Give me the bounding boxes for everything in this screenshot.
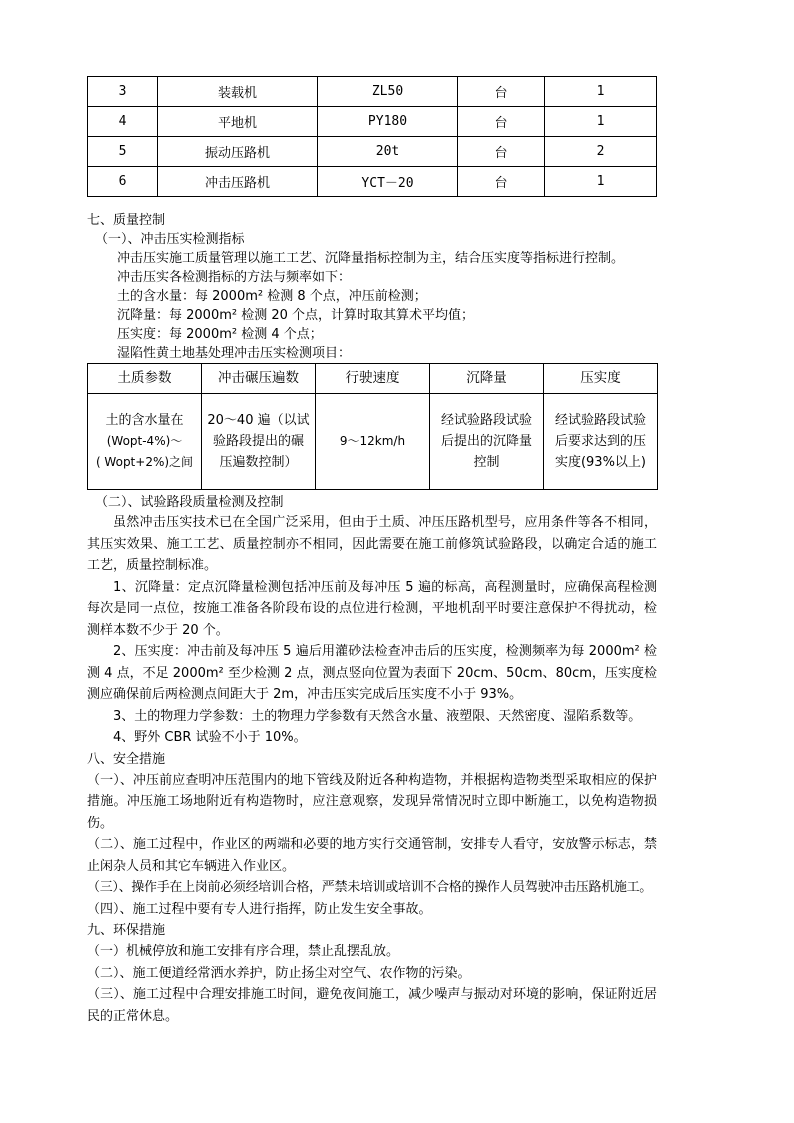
table-cell: 2 bbox=[545, 137, 657, 167]
inspection-table bbox=[87, 363, 658, 490]
table-header-cell: 土质参数 bbox=[88, 364, 202, 394]
table-cell: PY180 bbox=[318, 107, 458, 137]
cell-line: 经试验路段试验 bbox=[554, 413, 646, 428]
table-cell: 1 bbox=[545, 77, 657, 107]
s7-para-3: 3、土的物理力学参数：土的物理力学参数有天然含水量、液塑限、天然密度、湿陷系数等。 bbox=[113, 708, 642, 724]
table-cell bbox=[88, 394, 202, 490]
table-cell: 5 bbox=[88, 137, 158, 167]
table-cell: 1 bbox=[545, 167, 657, 197]
table-cell bbox=[430, 394, 544, 490]
s8-para-0: （一）、冲压前应查明冲压范围内的地下管线及附近各种构造物，并根据构造物类型采取相应的保护措施。冲压施工场地附近有构造物时，应注意观察，发现异常情况时立即中断施工，以免构造物损伤。 bbox=[87, 772, 657, 831]
s8-para-1: （二）、施工过程中，作业区的两端和必要的地方实行交通管制，安排专人看守，安放警示标志，禁止闲杂人员和其它车辆进入作业区。 bbox=[87, 837, 657, 874]
table-cell: 台 bbox=[458, 167, 545, 197]
table-cell: 6 bbox=[88, 167, 158, 197]
document-page bbox=[87, 76, 657, 1027]
s8-para-2: （三）、操作手在上岗前必须经培训合格，严禁未培训或培训不合格的操作人员驾驶冲击压路机施工。 bbox=[87, 880, 653, 895]
table-cell: 台 bbox=[458, 137, 545, 167]
s7-para-2: 2、压实度：冲击前及每冲压 5 遍后用灌砂法检查冲击后的压实度，检测频率为每 2000m² 检测 4 点，不足 2000m² 至少检测 2 点，测点竖向位置为表面下 20cm、50cm、80cm，压实度检测应确保前后两检测点间距大于 2m，冲击压实完成后压实度不小于 93%。 bbox=[87, 644, 657, 702]
section9-title: 九、环保措施 bbox=[87, 923, 166, 938]
cell-line: 经试验路段试验 bbox=[440, 413, 532, 428]
s7-line-4: 压实度：每 2000m² 检测 4 个点； bbox=[117, 327, 323, 342]
table-cell: 台 bbox=[458, 77, 545, 107]
equipment-table bbox=[87, 76, 657, 197]
table-header-cell: 压实度 bbox=[544, 364, 658, 394]
table-cell bbox=[202, 394, 316, 490]
table-row bbox=[88, 77, 657, 107]
section7-sub1-title: （一）、冲击压实检测指标 bbox=[95, 232, 245, 247]
s7-line-0: 冲击压实施工质量管理以施工工艺、沉降量指标控制为主，结合压实度等指标进行控制。 bbox=[117, 251, 625, 266]
s9-para-0: （一）机械停放和施工安排有序合理，禁止乱摆乱放。 bbox=[87, 944, 400, 959]
s8-para-3: （四）、施工过程中要有专人进行指挥，防止发生安全事故。 bbox=[87, 901, 432, 917]
table-cell: 装载机 bbox=[158, 77, 318, 107]
cell-line: 实度(93%以上) bbox=[554, 455, 647, 470]
table-cell: ZL50 bbox=[318, 77, 458, 107]
s7-para-4: 4、野外 CBR 试验不小于 10%。 bbox=[113, 730, 307, 745]
cell-line: 控制 bbox=[473, 455, 500, 470]
cell-line: ( Wopt+2%)之间 bbox=[95, 455, 194, 469]
table-cell: 4 bbox=[88, 107, 158, 137]
cell-line: 后提出的沉降量 bbox=[440, 434, 532, 449]
section7-sub2-title: （二）、试验路段质量检测及控制 bbox=[95, 495, 284, 510]
cell-line: 验路段提出的碾 bbox=[212, 434, 304, 449]
table-cell bbox=[544, 394, 658, 490]
table-header-cell: 沉降量 bbox=[430, 364, 544, 394]
table-cell: YCT－20 bbox=[318, 167, 458, 197]
s7-para-0: 虽然冲击压实技术已在全国广泛采用，但由于土质、冲压压路机型号，应用条件等各不相同，其压实效果、施工工艺、质量控制亦不相同，因此需要在施工前修筑试验路段，以确定合适的施工工艺，质量控制标准。 bbox=[87, 515, 657, 573]
s7-line-1: 冲击压实各检测指标的方法与频率如下： bbox=[117, 270, 352, 285]
table-row bbox=[88, 167, 657, 197]
cell-line: (Wopt-4%)～ bbox=[106, 434, 183, 448]
section8-title: 八、安全措施 bbox=[87, 751, 166, 767]
table-cell: 振动压路机 bbox=[158, 137, 318, 167]
s9-para-1: （二）、施工便道经常洒水养护，防止扬尘对空气、农作物的污染。 bbox=[87, 965, 471, 981]
table-cell: 3 bbox=[88, 77, 158, 107]
table-cell: 20t bbox=[318, 137, 458, 167]
table-cell: 平地机 bbox=[158, 107, 318, 137]
table-header-cell: 行驶速度 bbox=[316, 364, 430, 394]
cell-line: 20～40 遍（以试 bbox=[207, 413, 310, 428]
table-cell: 冲击压路机 bbox=[158, 167, 318, 197]
cell-line: 压遍数控制） bbox=[219, 455, 298, 470]
table-row bbox=[88, 137, 657, 167]
cell-line: 后要求达到的压 bbox=[554, 434, 646, 449]
s7-line-2: 土的含水量：每 2000m² 检测 8 个点，冲压前检测； bbox=[117, 289, 427, 304]
s7-para-1: 1、沉降量：定点沉降量检测包括冲压前及每冲压 5 遍的标高，高程测量时，应确保高程检测每次是同一点位，按施工准备各阶段布设的点位进行检测，平地机刮平时要注意保护不得扰动，检测样本数不少于 20 个。 bbox=[87, 579, 657, 638]
table-cell: 1 bbox=[545, 107, 657, 137]
s7-line-3: 沉降量：每 2000m² 检测 20 个点，计算时取其算术平均值； bbox=[117, 308, 475, 323]
table-row bbox=[88, 107, 657, 137]
s7-line-5: 湿陷性黄土地基处理冲击压实检测项目： bbox=[117, 346, 352, 361]
cell-line: 土的含水量在 bbox=[105, 413, 184, 428]
cell-line: 9～12km/h bbox=[339, 434, 406, 448]
section7-title: 七、质量控制 bbox=[87, 213, 166, 228]
table-header-cell: 冲击碾压遍数 bbox=[202, 364, 316, 394]
table-cell: 台 bbox=[458, 107, 545, 137]
s9-para-2: （三）、施工过程中合理安排施工时间，避免夜间施工，减少噪声与振动对环境的影响，保证附近居民的正常休息。 bbox=[87, 987, 657, 1024]
table-cell bbox=[316, 394, 430, 490]
